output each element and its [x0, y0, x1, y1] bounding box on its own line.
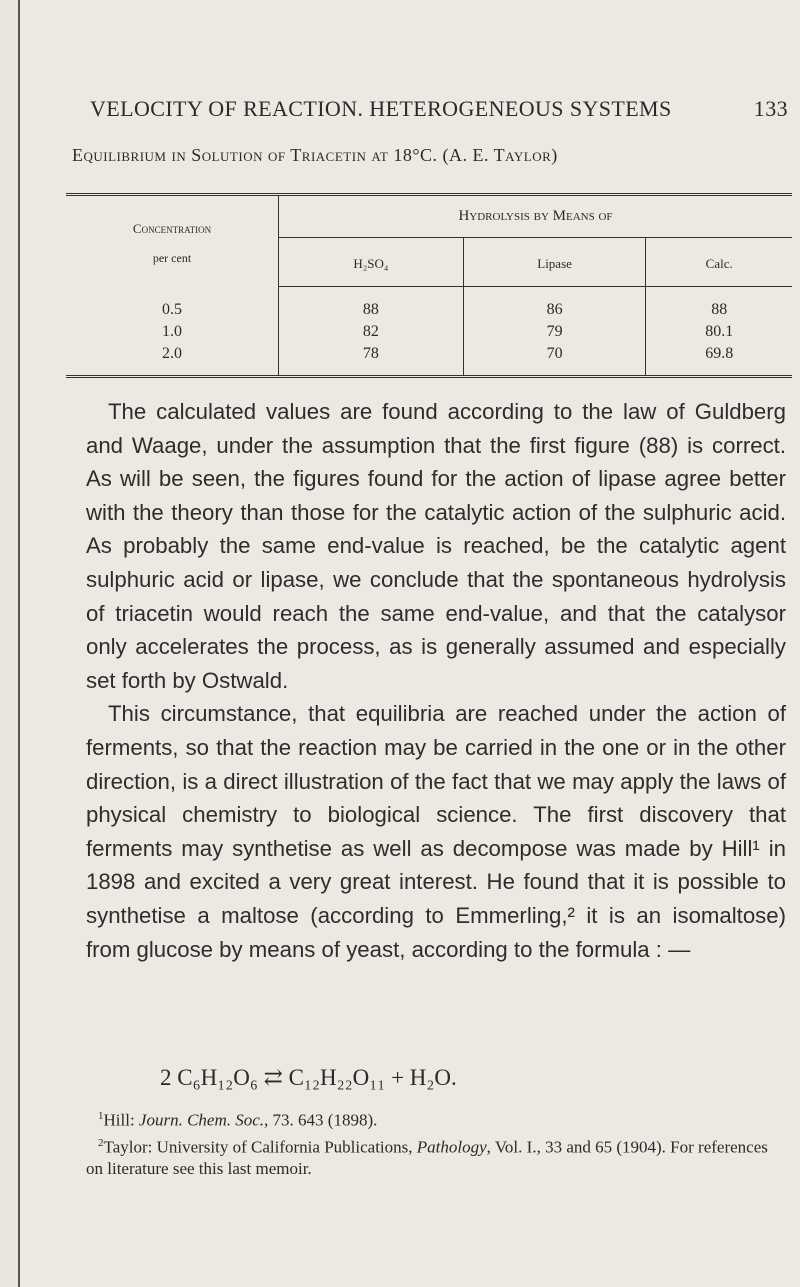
cell-concentration: 1.0: [66, 321, 279, 343]
cell-h2so4: 88: [279, 287, 464, 322]
concentration-header: [66, 195, 279, 287]
col-header-calc: Calc.: [646, 238, 792, 287]
table-title: Equilibrium in Solution of Triacetin at 18°C. (A. E. Taylor): [72, 145, 558, 165]
footnote-1-journal: Journ. Chem. Soc.: [138, 1110, 265, 1130]
concentration-label: Concentration: [132, 220, 212, 236]
footnote-2-pre: Taylor: University of California Publications,: [103, 1137, 417, 1157]
footnote-1-rest: , 73. 643 (1898).: [264, 1110, 378, 1130]
cell-lipase: 79: [463, 321, 646, 343]
col-header-h2so4: H₂SO₄: [279, 238, 464, 287]
cell-concentration: 0.5: [66, 287, 279, 322]
chemical-formula: 2 C₆H₁₂O₆ ⇄ C₁₂H₂₂O₁₁ + H₂O.: [160, 1065, 457, 1090]
page-number: 133: [753, 96, 788, 121]
footnote-1-mark: 1: [98, 1110, 104, 1122]
paragraph: This circumstance, that equilibria are reached under the action of ferments, so that the reaction may be carried in the one or in the other direction, is a direct illustration of the fact that we may apply the laws of physical chemistry to biological science. The first discovery that ferments may synthetise as well as decompose was made by Hill¹ in 1898 and excited a very great interest. He found that it is possible to synthetise a maltose (according to Emmerling,² it is an isomaltose) from glucose by means of yeast, according to the formula : —: [86, 701, 786, 962]
table-row: [66, 287, 792, 322]
col-header-lipase: Lipase: [463, 238, 646, 287]
footnote-2-journal: Pathology: [416, 1137, 487, 1157]
running-header: [90, 96, 788, 122]
table-row: [66, 343, 792, 377]
cell-h2so4: 78: [279, 343, 464, 377]
paragraph: The calculated values are found according to the law of Guldberg and Waage, under the assumption that the first figure (88) is correct. As will be seen, the figures found for the action of lipase agree better with the theory than those for the catalytic action of the sulphuric acid. As probably the same end-value is reached, be the catalytic agent sulphuric acid or lipase, we conclude that the spontaneous hydrolysis of triacetin would reach the same end-value, and that the catalysor only accelerates the process, as is generally assumed and especially set forth by Ostwald.: [86, 399, 786, 693]
footnote-2-mark: 2: [98, 1136, 104, 1149]
table-row: [66, 321, 792, 343]
footnote-2: [86, 1132, 786, 1181]
concentration-unit: per cent: [152, 250, 192, 265]
running-title: VELOCITY OF REACTION. HETEROGENEOUS SYSTEMS: [90, 96, 672, 121]
book-page: [18, 0, 800, 1287]
cell-calc: 69.8: [705, 345, 734, 362]
footnote-1-author: Hill:: [103, 1110, 139, 1130]
cell-calc: 88: [711, 301, 728, 318]
hydrolysis-table: [66, 193, 792, 378]
footnotes: [86, 1105, 786, 1180]
hydrolysis-group-header: Hydrolysis by Means of: [279, 195, 793, 238]
cell-lipase: 86: [463, 287, 646, 322]
body-text: [86, 395, 786, 966]
cell-concentration: 2.0: [66, 343, 279, 377]
cell-lipase: 70: [463, 343, 646, 377]
footnote-2-rest: , Vol. I., 33 and 65 (1904). For references on literature see this last memoir.: [86, 1137, 768, 1179]
cell-calc: 80.1: [705, 323, 734, 340]
footnote-1: [86, 1105, 786, 1132]
cell-h2so4: 82: [279, 321, 464, 343]
